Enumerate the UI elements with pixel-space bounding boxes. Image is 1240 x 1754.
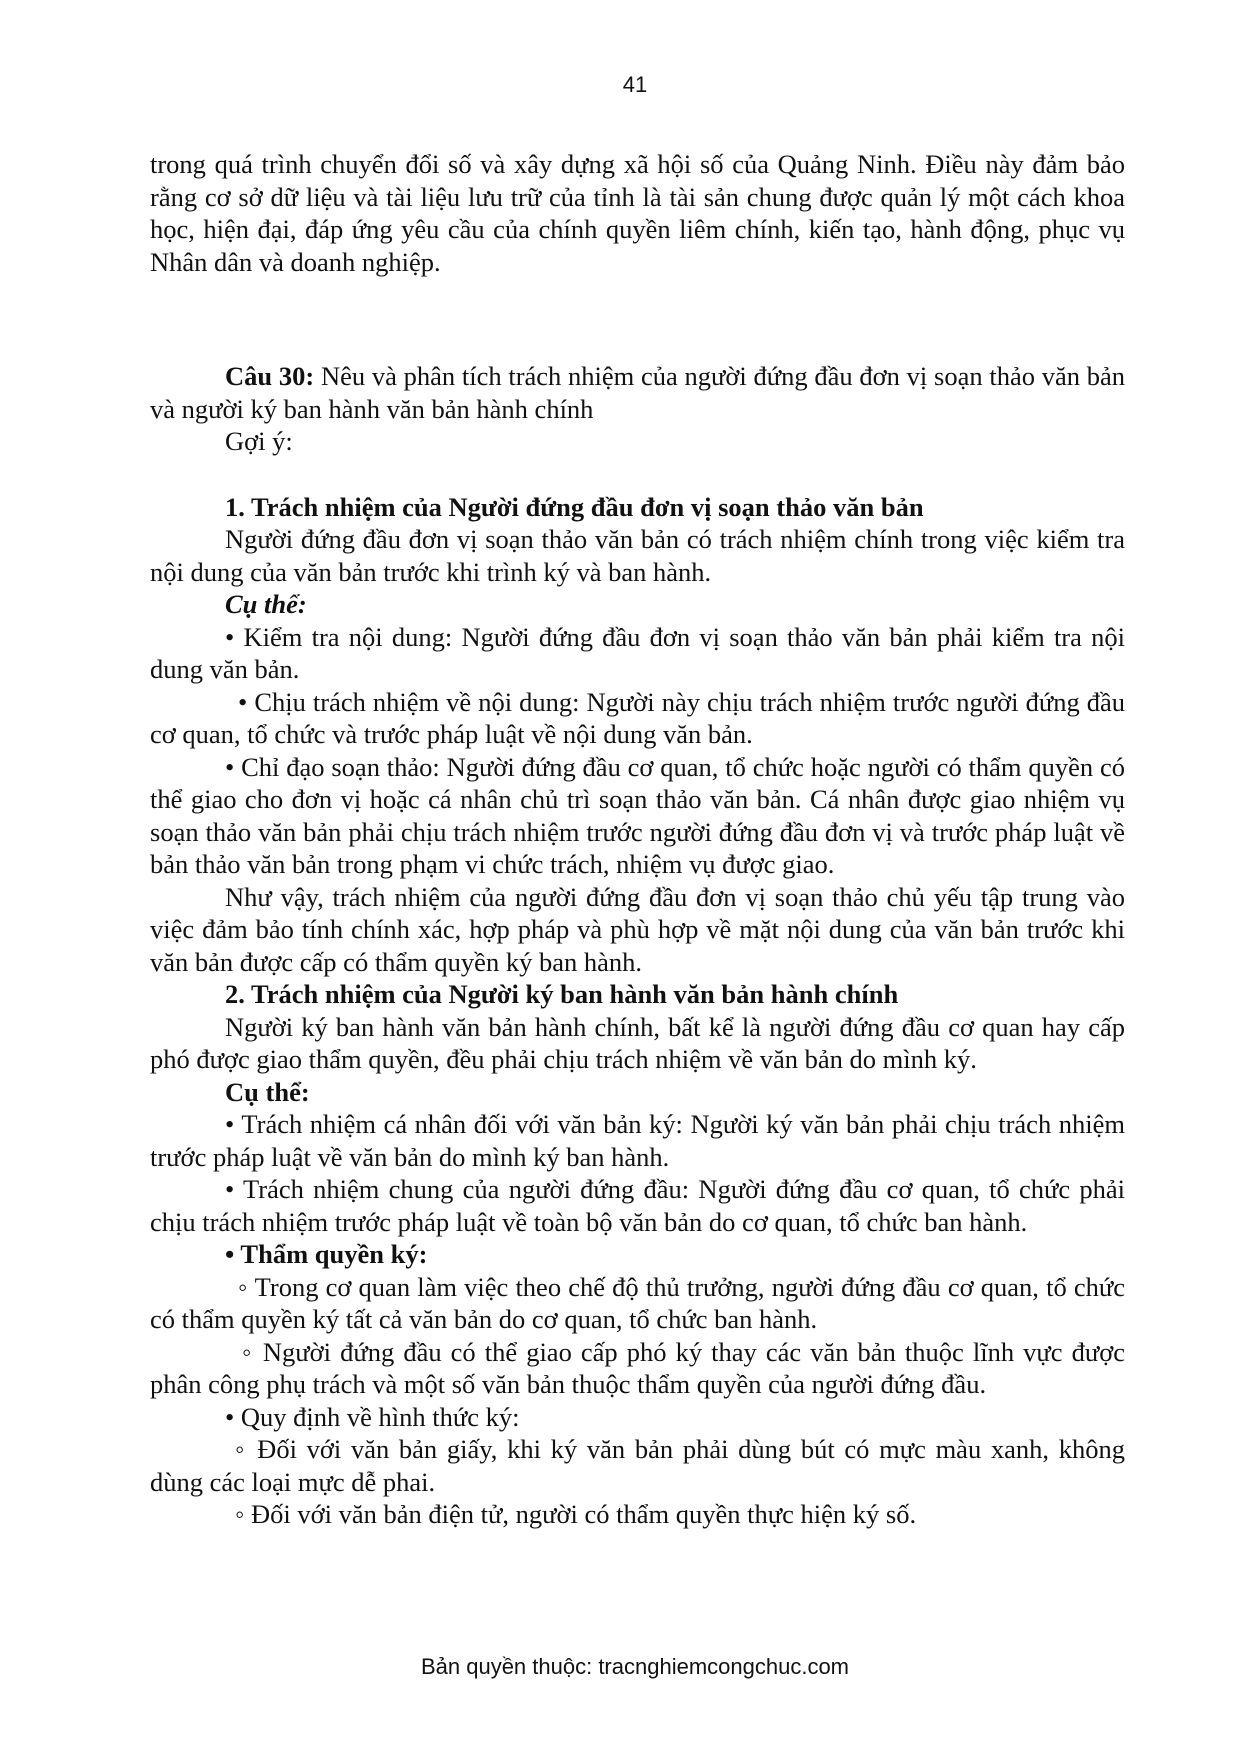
authority-item: ◦ Người đứng đầu có thể giao cấp phó ký thay các văn bản thuộc lĩnh vực được phân công phụ trách và một số văn bản thuộc thẩm quyền của người đứng đầu. (150, 1336, 1125, 1399)
question-text: Nêu và phân tích trách nhiệm của người đứng đầu đơn vị soạn thảo văn bản và người ký ban hành văn bản hành chính (150, 361, 1125, 424)
section2-subhead: Cụ thể: (225, 1076, 310, 1107)
intro-paragraph: trong quá trình chuyển đổi số và xây dựng xã hội số của Quảng Ninh. Điều này đảm bảo rằng cơ sở dữ liệu và tài liệu lưu trữ của tỉnh là tài sản chung được quản lý một cách khoa học, hiện đại, đáp ứng yêu cầu của chính quyền liêm chính, kiến tạo, hành động, phục vụ Nhân dân và doanh nghiệp. (150, 149, 1125, 277)
form-item: ◦ Đối với văn bản giấy, khi ký văn bản phải dùng bút có mực màu xanh, không dùng các loại mực dễ phai. (150, 1434, 1125, 1497)
section1-subhead: Cụ thể: (225, 589, 307, 619)
section2-bullet: • Trách nhiệm cá nhân đối với văn bản ký: Người ký văn bản phải chịu trách nhiệm trước pháp luật về văn bản do mình ký ban hành. (150, 1109, 1125, 1172)
question-title (150, 360, 1125, 425)
form-heading: • Quy định về hình thức ký: (225, 1401, 520, 1432)
authority-item: ◦ Trong cơ quan làm việc theo chế độ thủ trưởng, người đứng đầu cơ quan, tổ chức có thẩm quyền ký tất cả văn bản do cơ quan, tổ chức ban hành. (150, 1271, 1125, 1334)
document-body (150, 148, 1125, 1531)
copyright-footer: Bản quyền thuộc: tracnghiemcongchuc.com (420, 1654, 850, 1679)
section2-bullet: • Trách nhiệm chung của người đứng đầu: Người đứng đầu cơ quan, tổ chức phải chịu trách nhiệm trước pháp luật về toàn bộ văn bản do cơ quan, tổ chức ban hành. (150, 1174, 1125, 1237)
question-label: Câu 30: (225, 361, 315, 391)
section2-intro: Người ký ban hành văn bản hành chính, bất kể là người đứng đầu cơ quan hay cấp phó được giao thẩm quyền, đều phải chịu trách nhiệm về văn bản do mình ký. (150, 1011, 1125, 1074)
authority-heading: • Thẩm quyền ký: (225, 1239, 428, 1269)
hint-label: Gợi ý: (225, 426, 293, 456)
section1-bullet: • Chịu trách nhiệm về nội dung: Người này chịu trách nhiệm trước người đứng đầu cơ quan, tổ chức và trước pháp luật về nội dung văn bản. (150, 686, 1125, 749)
section1-conclusion: Như vậy, trách nhiệm của người đứng đầu đơn vị soạn thảo chủ yếu tập trung vào việc đảm bảo tính chính xác, hợp pháp và phù hợp về mặt nội dung của văn bản trước khi văn bản được cấp có thẩm quyền ký ban hành. (150, 881, 1125, 977)
section1-heading: 1. Trách nhiệm của Người đứng đầu đơn vị soạn thảo văn bản (225, 491, 924, 522)
section1-bullet: • Chỉ đạo soạn thảo: Người đứng đầu cơ quan, tổ chức hoặc người có thẩm quyền có thể giao cho đơn vị hoặc cá nhân chủ trì soạn thảo văn bản. Cá nhân được giao nhiệm vụ soạn thảo văn bản phải chịu trách nhiệm trước người đứng đầu đơn vị và trước pháp luật về bản thảo văn bản trong phạm vi chức trách, nhiệm vụ được giao. (150, 751, 1125, 879)
page-number: 41 (622, 72, 648, 97)
form-item: ◦ Đối với văn bản điện tử, người có thẩm quyền thực hiện ký số. (235, 1499, 917, 1529)
section1-bullet: • Kiểm tra nội dung: Người đứng đầu đơn vị soạn thảo văn bản phải kiểm tra nội dung văn bản. (150, 621, 1125, 684)
section2-heading: 2. Trách nhiệm của Người ký ban hành văn bản hành chính (225, 979, 899, 1009)
section1-intro: Người đứng đầu đơn vị soạn thảo văn bản có trách nhiệm chính trong việc kiểm tra nội dung của văn bản trước khi trình ký và ban hành. (150, 524, 1125, 587)
